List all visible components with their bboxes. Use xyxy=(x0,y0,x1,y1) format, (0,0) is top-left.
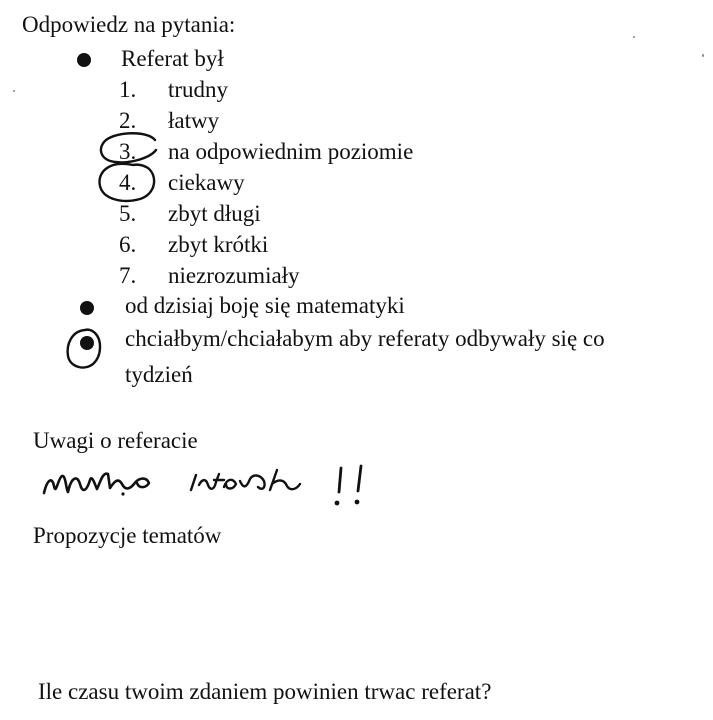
statement-3-line-2[interactable]: tydzień xyxy=(125,362,193,387)
handwritten-exclamation-2 xyxy=(358,466,361,491)
option-5-number: 5. xyxy=(119,201,137,226)
bullet-question-1 xyxy=(77,53,91,67)
option-3-text[interactable]: na odpowiednim poziomie xyxy=(168,139,414,164)
option-2-number: 2. xyxy=(119,108,137,133)
exclamation-dot-2 xyxy=(355,500,360,505)
ink-dot xyxy=(121,492,124,495)
option-1-number: 1. xyxy=(119,77,137,102)
option-5-text[interactable]: zbyt długi xyxy=(168,201,261,226)
handwritten-word-1 xyxy=(44,474,149,493)
question-1-label: Referat był xyxy=(121,46,224,71)
option-7-number: 7. xyxy=(119,263,137,288)
option-7-text[interactable]: niezrozumiały xyxy=(168,263,300,288)
scan-speck xyxy=(633,36,635,38)
bullet-statement-2 xyxy=(80,301,94,315)
remarks-label: Uwagi o referacie xyxy=(33,428,198,453)
scan-speck xyxy=(702,54,704,57)
option-4-text[interactable]: ciekawy xyxy=(168,170,245,195)
option-2-text[interactable]: łatwy xyxy=(168,108,220,133)
option-6-number: 6. xyxy=(119,232,137,257)
statement-2-text[interactable]: od dzisiaj boję się matematyki xyxy=(125,293,405,318)
option-4-number: 4. xyxy=(119,170,137,195)
scan-speck xyxy=(13,90,15,92)
instruction-heading: Odpowiedz na pytania: xyxy=(22,12,236,37)
option-3-number: 3. xyxy=(119,139,137,164)
duration-question: Ile czasu twoim zdaniem powinien trwac referat? xyxy=(38,679,492,704)
exclamation-dot-1 xyxy=(335,501,340,506)
option-1-text[interactable]: trudny xyxy=(168,77,229,102)
handwritten-word-2 xyxy=(191,470,300,490)
statement-3-line-1[interactable]: chciałbym/chciałabym aby referaty odbywały się co xyxy=(125,326,605,351)
handwritten-exclamation-1 xyxy=(339,468,341,492)
bullet-statement-3 xyxy=(80,336,94,350)
option-6-text[interactable]: zbyt krótki xyxy=(168,232,269,257)
topics-label: Propozycje tematów xyxy=(33,523,222,548)
